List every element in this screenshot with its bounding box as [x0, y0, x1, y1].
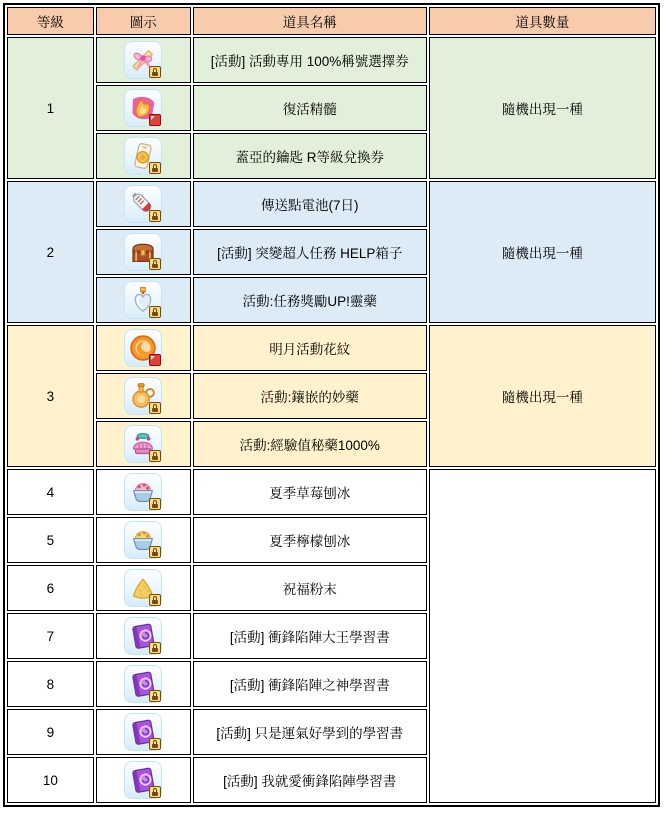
- quantity-cell-2: 隨機出現一種: [429, 181, 656, 323]
- icon-cell: [96, 85, 191, 131]
- lock-badge-icon: [149, 306, 161, 318]
- icon-cell: [96, 565, 191, 611]
- lock-badge-icon: [149, 66, 161, 78]
- col-header-quantity: 道具數量: [429, 7, 656, 35]
- table-row: [7, 37, 656, 83]
- item-name-cell: 活動:鑲嵌的妙藥: [193, 373, 427, 419]
- icon-cell: [96, 133, 191, 179]
- col-header-item-name: 道具名稱: [193, 7, 427, 35]
- quantity-cell-3: 隨機出現一種: [429, 325, 656, 467]
- purple-book-icon: [124, 617, 162, 655]
- level-cell-6: 6: [7, 565, 94, 611]
- lock-badge-icon: [149, 210, 161, 222]
- gold-bottle-icon: [124, 377, 162, 415]
- item-name-cell: 夏季檸檬刨冰: [193, 517, 427, 563]
- lock-badge-icon: [149, 162, 161, 174]
- item-name-cell: [活動] 活動專用 100%稱號選擇券: [193, 37, 427, 83]
- bow-ticket-icon: [124, 41, 162, 79]
- icon-cell: [96, 661, 191, 707]
- level-cell-7: 7: [7, 613, 94, 659]
- quantity-cell-empty: [429, 469, 656, 803]
- level-cell-2: 2: [7, 181, 94, 323]
- key-tag-icon: [124, 137, 162, 175]
- level-cell-8: 8: [7, 661, 94, 707]
- icon-cell: [96, 709, 191, 755]
- lemon-ice-icon: [124, 521, 162, 559]
- treasure-chest-icon: [124, 233, 162, 271]
- quantity-cell-1: 隨機出現一種: [429, 37, 656, 179]
- table-row: [7, 469, 656, 515]
- item-name-cell: [活動] 只是運氣好學到的學習書: [193, 709, 427, 755]
- item-name-cell: 復活精髓: [193, 85, 427, 131]
- item-name-cell: 夏季草莓刨冰: [193, 469, 427, 515]
- icon-cell: [96, 181, 191, 227]
- icon-cell: [96, 229, 191, 275]
- icon-cell: [96, 421, 191, 467]
- lock-badge-icon: [149, 402, 161, 414]
- item-name-cell: 祝福粉末: [193, 565, 427, 611]
- level-cell-5: 5: [7, 517, 94, 563]
- icon-cell: [96, 325, 191, 371]
- icon-cell: [96, 373, 191, 419]
- level-cell-10: 10: [7, 757, 94, 803]
- item-name-cell: 活動:經驗值秘藥1000%: [193, 421, 427, 467]
- level-cell-3: 3: [7, 325, 94, 467]
- lock-badge-icon: [149, 258, 161, 270]
- item-reward-table: [3, 3, 660, 807]
- icon-cell: [96, 517, 191, 563]
- purple-book-icon: [124, 761, 162, 799]
- battery-icon: [124, 185, 162, 223]
- heart-flask-icon: [124, 281, 162, 319]
- lock-badge-icon: [149, 738, 161, 750]
- table-row: [7, 325, 656, 371]
- item-name-cell: [活動] 我就愛衝鋒陷陣學習書: [193, 757, 427, 803]
- lock-badge-icon: [149, 786, 161, 798]
- lock-badge-icon: [149, 498, 161, 510]
- table-row: [7, 181, 656, 227]
- lock-badge-icon: [149, 690, 161, 702]
- header-row: [7, 7, 656, 35]
- purple-book-icon: [124, 665, 162, 703]
- lock-badge-icon: [149, 594, 161, 606]
- rental-badge-icon: [149, 114, 161, 126]
- strawberry-ice-icon: [124, 473, 162, 511]
- item-name-cell: 蓋亞的鑰匙 R等級兌換券: [193, 133, 427, 179]
- pink-dome-icon: [124, 425, 162, 463]
- item-name-cell: 明月活動花紋: [193, 325, 427, 371]
- flame-essence-icon: [124, 89, 162, 127]
- item-name-cell: [活動] 衝鋒陷陣之神學習書: [193, 661, 427, 707]
- item-name-cell: 活動:任務獎勵UP!靈藥: [193, 277, 427, 323]
- item-name-cell: [活動] 突變超人任務 HELP箱子: [193, 229, 427, 275]
- col-header-level: 等級: [7, 7, 94, 35]
- icon-cell: [96, 613, 191, 659]
- level-cell-9: 9: [7, 709, 94, 755]
- icon-cell: [96, 277, 191, 323]
- item-name-cell: 傳送點電池(7日): [193, 181, 427, 227]
- lock-badge-icon: [149, 642, 161, 654]
- col-header-icon: 圖示: [96, 7, 191, 35]
- lock-badge-icon: [149, 450, 161, 462]
- icon-cell: [96, 469, 191, 515]
- purple-book-icon: [124, 713, 162, 751]
- ring-pattern-icon: [124, 329, 162, 367]
- item-name-cell: [活動] 衝鋒陷陣大王學習書: [193, 613, 427, 659]
- powder-icon: [124, 569, 162, 607]
- level-cell-4: 4: [7, 469, 94, 515]
- rental-badge-icon: [149, 354, 161, 366]
- icon-cell: [96, 757, 191, 803]
- level-cell-1: 1: [7, 37, 94, 179]
- lock-badge-icon: [149, 546, 161, 558]
- icon-cell: [96, 37, 191, 83]
